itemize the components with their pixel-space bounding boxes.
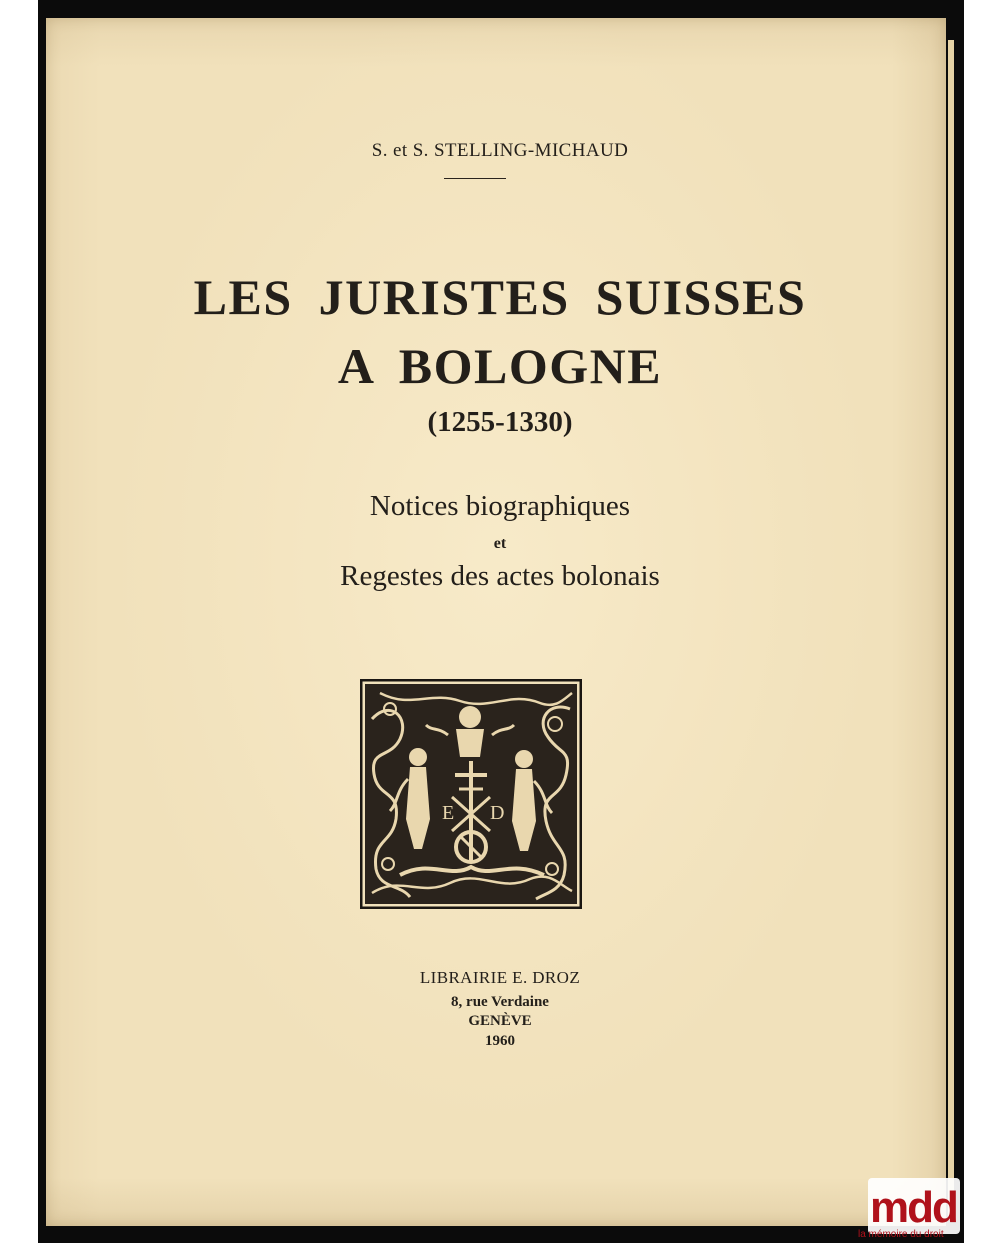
publication-year: 1960 [485,1033,515,1049]
watermark-caption: la mémoire du droit [858,1229,944,1240]
emblem-letter-d: D [490,802,505,824]
publisher-address: 8, rue Verdaine [451,994,549,1010]
subtitle-conjunction: et [493,535,507,552]
title-line-2: A BOLOGNE [337,338,663,394]
publisher-city: GENÈVE [468,1013,532,1029]
publisher-name: LIBRAIRIE E. DROZ [419,968,581,987]
title-line-1: LES JURISTES SUISSES [193,269,807,325]
subtitle-line-1: Notices biographiques [369,490,631,522]
printer-mark-emblem [360,679,582,909]
emblem-letter-e: E [442,802,455,824]
divider-rule [444,178,506,179]
author-name: S. et S. STELLING-MICHAUD [371,140,629,161]
subtitle-line-2: Regestes des actes bolonais [340,560,660,592]
svg-text:mdd: mdd [870,1183,957,1232]
date-range: (1255-1330) [427,406,573,438]
